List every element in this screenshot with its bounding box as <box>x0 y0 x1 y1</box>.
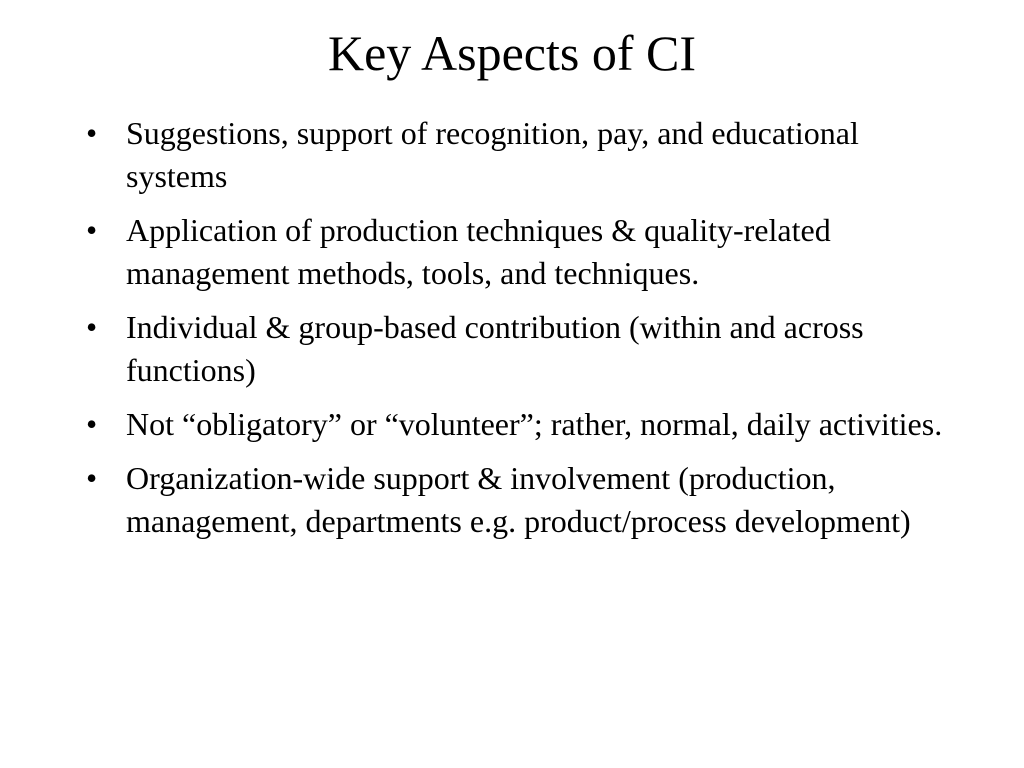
bullet-text: Suggestions, support of recognition, pay, and educational systems <box>126 115 859 194</box>
slide-title: Key Aspects of CI <box>328 25 696 81</box>
bullet-item-daily-activities <box>86 403 966 446</box>
bullet-text: Not “obligatory” or “volunteer”; rather, normal, daily activities. <box>126 406 943 442</box>
bullet-text: Organization-wide support & involvement (production, management, departments e.g. product/process development) <box>126 460 911 539</box>
bullet-text: Application of production techniques & quality-related management methods, tools, and techniques. <box>126 212 831 291</box>
bullet-icon: • <box>86 460 98 496</box>
bullet-icon: • <box>86 115 98 151</box>
bullet-text: Individual & group-based contribution (within and across functions) <box>126 309 864 388</box>
bullet-icon: • <box>86 309 98 345</box>
bullet-list <box>86 112 966 554</box>
bullet-item-contribution <box>86 306 966 392</box>
bullet-item-application <box>86 209 966 295</box>
bullet-item-suggestions <box>86 112 966 198</box>
bullet-icon: • <box>86 212 98 248</box>
bullet-icon: • <box>86 406 98 442</box>
bullet-item-organization-wide <box>86 457 966 543</box>
